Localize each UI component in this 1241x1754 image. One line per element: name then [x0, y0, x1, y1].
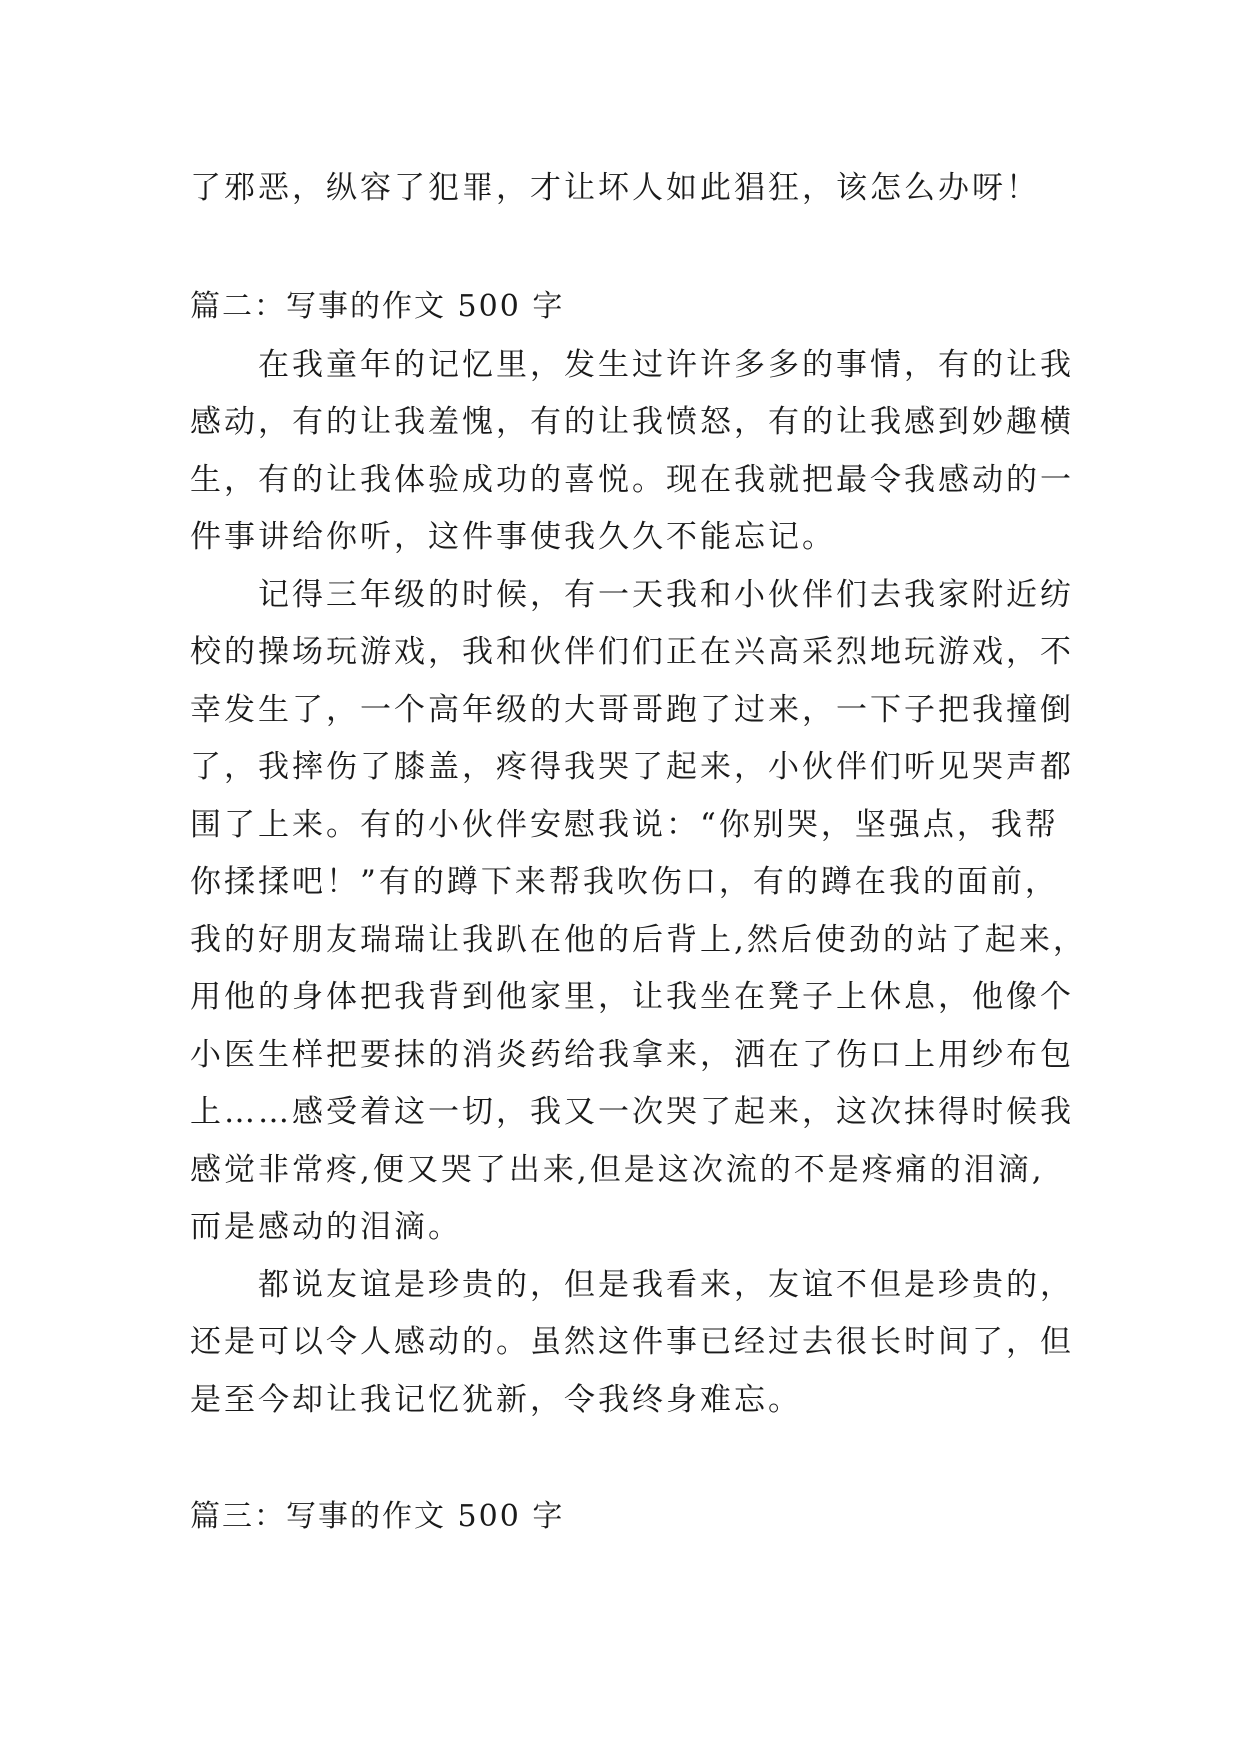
paragraph-line: 还是可以令人感动的。虽然这件事已经过去很长时间了，但	[190, 1324, 1074, 1360]
paragraph-line: 是至今却让我记忆犹新，令我终身难忘。	[190, 1382, 802, 1418]
continuation-text: 了邪恶，纵容了犯罪，才让坏人如此猖狂，该怎么办呀！	[190, 170, 1040, 206]
paragraph-line: 感觉非常疼,便又哭了出来,但是这次流的不是疼痛的泪滴,	[190, 1152, 1045, 1188]
section-heading: 篇三：写事的作文 500 字	[190, 1499, 565, 1534]
paragraph-line: 在我童年的记忆里，发生过许许多多的事情，有的让我	[190, 347, 1074, 383]
paragraph-line: 上……感受着这一切，我又一次哭了起来，这次抹得时候我	[190, 1094, 1074, 1130]
paragraph-line: 感动，有的让我羞愧，有的让我愤怒，有的让我感到妙趣横	[190, 404, 1074, 440]
paragraph-line: 都说友谊是珍贵的，但是我看来，友谊不但是珍贵的，	[190, 1267, 1074, 1303]
paragraph-line: 记得三年级的时候，有一天我和小伙伴们去我家附近纺	[190, 577, 1074, 613]
paragraph-line: 了，我摔伤了膝盖，疼得我哭了起来，小伙伴们听见哭声都	[190, 749, 1074, 785]
paragraph-line: 幸发生了，一个高年级的大哥哥跑了过来，一下子把我撞倒	[190, 692, 1074, 728]
paragraph-line: 件事讲给你听，这件事使我久久不能忘记。	[190, 519, 836, 555]
paragraph-line: 你揉揉吧！”有的蹲下来帮我吹伤口，有的蹲在我的面前，	[190, 864, 1059, 900]
paragraph-line: 我的好朋友瑞瑞让我趴在他的后背上,然后使劲的站了起来，	[190, 922, 1087, 958]
paragraph-line: 校的操场玩游戏，我和伙伴们们正在兴高采烈地玩游戏，不	[190, 634, 1074, 670]
paragraph-line: 用他的身体把我背到他家里，让我坐在凳子上休息，他像个	[190, 979, 1074, 1015]
paragraph-line: 而是感动的泪滴。	[190, 1209, 462, 1245]
paragraph-line: 围了上来。有的小伙伴安慰我说：“你别哭，坚强点，我帮	[190, 807, 1059, 843]
paragraph-line: 小医生样把要抹的消炎药给我拿来，洒在了伤口上用纱布包	[190, 1037, 1074, 1073]
paragraph-line: 生，有的让我体验成功的喜悦。现在我就把最令我感动的一	[190, 462, 1074, 498]
section-heading: 篇二：写事的作文 500 字	[190, 289, 565, 324]
